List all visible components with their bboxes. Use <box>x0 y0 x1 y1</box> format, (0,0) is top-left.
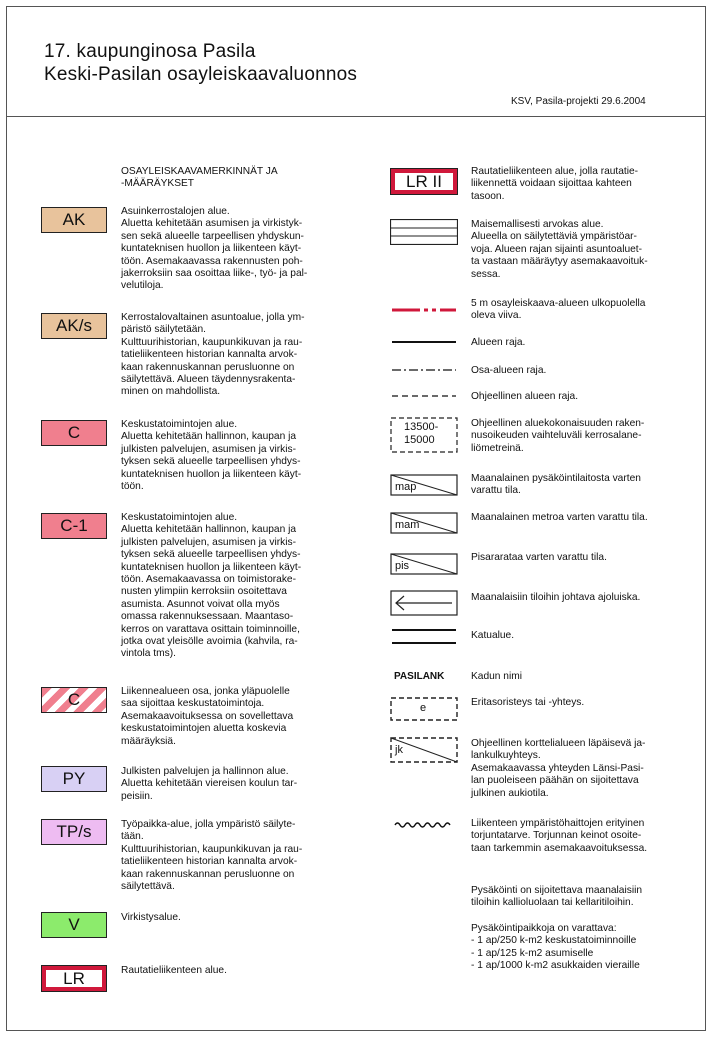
legend-text-c1: Keskustatoimintojen alue. Aluetta kehitetään hallinnon, kaupan ja julkisten palvelujen, asumisen ja virkis- tyksen sekä alueelle tarpeellisen yhdys- kuntateknisen huollon ja liikenteen käyt- töön. Asemakaavassa on toimistorake- nusten ylimpiin kerroksiin osoitettava asumista. Asunnot voivat olla myös omassa rakennuksessaan. Maantaso- kerros on varattava osittain toiminnoille, jotka ovat yleisölle avoimia (kahvila, ra- vintola tms). <box>121 512 302 660</box>
legend-text-lr: Rautatieliikenteen alue. <box>121 965 227 976</box>
legend-heading: OSAYLEISKAAVAMERKINNÄT JA -MÄÄRÄYKSET <box>121 166 278 190</box>
symbol-pis-label: pis <box>395 560 410 572</box>
legend-text-lr-ii: Rautatieliikenteen alue, jolla rautatie- liikennettä voidaan sijoittaa kahteen tasoon. <box>471 166 639 202</box>
legend-text-ramp: Maanalaisiin tiloihin johtava ajoluiska. <box>471 592 641 603</box>
symbol-area-boundary <box>390 338 458 346</box>
legend-swatch-c-hatched: C <box>41 687 107 713</box>
symbol-outside-line <box>390 305 458 315</box>
legend-text-v: Virkistysalue. <box>121 912 181 923</box>
header-divider <box>6 116 706 117</box>
legend-swatch-tps: TP/s <box>41 819 107 845</box>
legend-swatch-aks: AK/s <box>41 313 107 339</box>
symbol-map-label: map <box>395 481 417 493</box>
legend-text-pedestrian-link: Ohjeellinen korttelialueen läpäisevä ja- lankulkuyhteys. Asemakaavassa yhteyden Länsi-Pasi- lan puoleiseen päähän on sijoitettava julkinen aukiotila. <box>471 738 646 799</box>
legend-swatch-lr: LR <box>41 965 107 992</box>
legend-swatch-c1: C-1 <box>41 513 107 539</box>
legend-text-rail-loop-space: Pisararataa varten varattu tila. <box>471 552 607 563</box>
symbol-street-name: PASILANK <box>394 671 445 682</box>
symbol-mam-label: mam <box>395 519 420 531</box>
legend-text-subarea-boundary: Osa-alueen raja. <box>471 365 547 376</box>
legend-swatch-c: C <box>41 420 107 446</box>
legend-text-ak: Asuinkerrostalojen alue. Aluetta kehitetään asumisen ja virkistyk- sen sekä alueelle tarpeellisen yhdyskun- kuntateknisen huollon ja liikenteen käyt- töön. Asemakaavassa rakennusten poh- jakerroksiin saa osoittaa liike-, työ- ja pal- velutiloja. <box>121 206 308 292</box>
symbol-subarea-boundary <box>390 366 458 374</box>
symbol-lr-ii: LR II <box>390 168 458 195</box>
legend-text-c: Keskustatoimintojen alue. Aluetta kehitetään hallinnon, kaupan ja julkisten palvelujen, asumisen ja virkis- tyksen sekä alueelle tarpeellisen yhdys- kuntateknisen huollon ja liikenteen käyt- töön. <box>121 419 302 493</box>
legend-text-outside-line: 5 m osayleiskaava-alueen ulkopuolella oleva viiva. <box>471 298 646 322</box>
legend-swatch-v: V <box>41 912 107 938</box>
parking-requirements: Pysäköintipaikkoja on varattava: - 1 ap/250 k-m2 keskustatoiminnoille - 1 ap/125 k-m2 asumiselle - 1 ap/1000 k-m2 asukkaiden vieraille <box>471 923 640 972</box>
wavy-line-icon <box>393 820 457 830</box>
legend-text-nuisance-control: Liikenteen ympäristöhaittojen erityinen torjuntatarve. Torjunnan keinot osoite- taan tarkemmin asemakaavoituksessa. <box>471 818 648 854</box>
legend-text-guideline-boundary: Ohjeellinen alueen raja. <box>471 391 579 402</box>
document-meta: KSV, Pasila-projekti 29.6.2004 <box>511 96 646 107</box>
legend-text-street-area: Katualue. <box>471 630 515 641</box>
symbol-jk-label: jk <box>395 744 403 756</box>
parking-note: Pysäköinti on sijoitettava maanalaisiin tiloihin kallioluolaan tai kellaritiloihin. <box>471 885 643 909</box>
legend-text-py: Julkisten palvelujen ja hallinnon alue. Aluetta kehitetään viereisen koulun tar- peisiin. <box>121 766 298 802</box>
legend-text-aks: Kerrostalovaltainen asuntoalue, jolla ym- päristö säilytetään. Kulttuurihistorian, kaupunkikuvan ja rau- tatieliikenteen historian kannalta arvok- kaan rakennuskannan perusluonne on säilytettävä. Alueen täydennysrakenta- minen on mahdollista. <box>121 312 305 398</box>
legend-text-floor-area-range: Ohjeellinen aluekokonaisuuden raken- nusoikeuden vaihteluväli kerrosalane- liömetreinä. <box>471 418 645 454</box>
legend-text-interchange: Eritasoristeys tai -yhteys. <box>471 697 585 708</box>
legend-text-metro-space: Maanalainen metroa varten varattu tila. <box>471 512 648 523</box>
legend-text-area-boundary: Alueen raja. <box>471 337 526 348</box>
legend-text-street-name: Kadun nimi <box>471 671 522 682</box>
symbol-guideline-boundary <box>390 392 458 400</box>
legend-swatch-ak: AK <box>41 207 107 233</box>
legend-text-tps: Työpaikka-alue, jolla ympäristö säilyte- tään. Kulttuurihistorian, kaupunkikuvan ja rau- tatieliikenteen historian kannalta arvok- kaan rakennuskannan perusluonne on säilytettävä. <box>121 819 303 893</box>
symbol-e-label: e <box>420 702 427 714</box>
symbol-street-area <box>390 628 458 646</box>
page-subtitle: Keski-Pasilan osayleiskaavaluonnos <box>44 64 358 85</box>
ramp-arrow-icon <box>390 590 458 616</box>
page-title: 17. kaupunginosa Pasila <box>44 41 256 62</box>
legend-text-parking-space: Maanalainen pysäköintilaitosta varten varattu tila. <box>471 473 641 497</box>
symbol-landscape-area <box>390 219 458 245</box>
legend-text-c-hatched: Liikennealueen osa, jonka yläpuolelle saa sijoittaa keskustatoimintoja. Asemakaavoituksessa on sovellettava keskustatoimintojen aluetta koskevia määräyksiä. <box>121 686 294 747</box>
legend-swatch-py: PY <box>41 766 107 792</box>
legend-text-landscape-area: Maisemallisesti arvokas alue. Alueella on säilytettäviä ympäristöar- voja. Alueen rajan sijainti asuntoaluet- ta vastaan määräytyy asemakaavoituk- sessa. <box>471 219 648 280</box>
symbol-floor-area-range-label: 13500- 15000 <box>404 421 439 446</box>
